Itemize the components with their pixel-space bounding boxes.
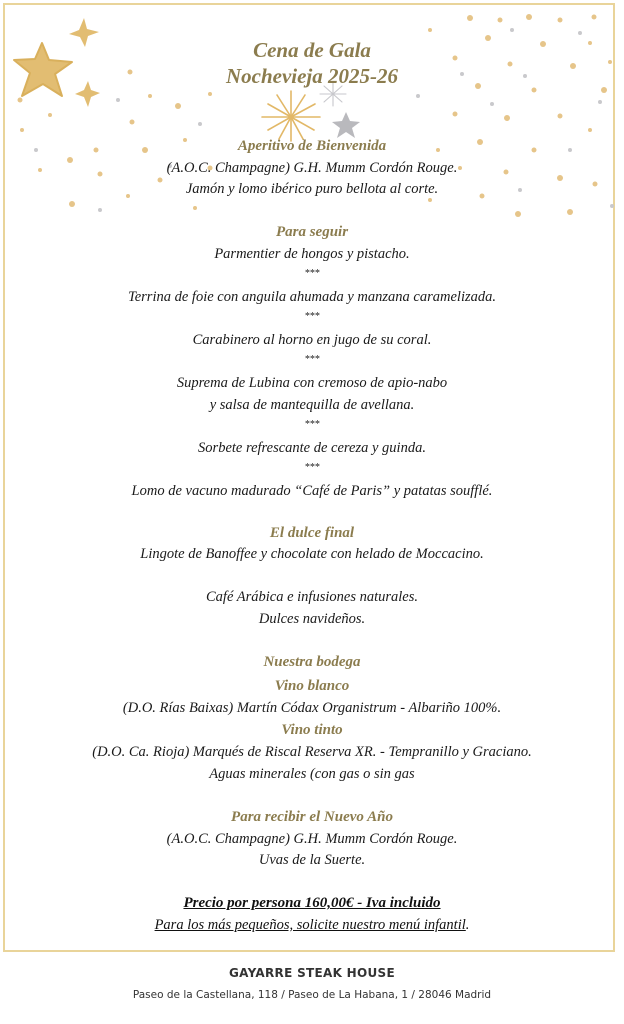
dulce-item: Lingote de Banoffee y chocolate con helado de Moccacino. [140,546,484,562]
seguir-item: y salsa de mantequilla de avellana. [209,397,415,413]
nuevo-ano-heading: Para recibir el Nuevo Año [231,809,393,825]
separator: *** [304,268,320,279]
kids-menu-period: . [465,917,470,933]
aguas-item: Aguas minerales (con gas o sin gas [209,766,415,782]
vino-tinto-heading: Vino tinto [281,722,343,738]
footer-restaurant-name: GAYARRE STEAK HOUSE [229,966,395,980]
dulce-item: Café Arábica e infusiones naturales. [206,589,418,605]
dulce-item: Dulces navideños. [258,611,366,627]
nuevo-ano-item: (A.O.C. Champagne) G.H. Mumm Cordón Rouge. [166,831,458,847]
separator: *** [304,354,320,365]
aperitivo-heading: Aperitivo de Bienvenida [237,138,387,154]
vino-tinto-item: (D.O. Ca. Rioja) Marqués de Riscal Reserva XR. - Tempranillo y Graciano. [92,744,532,760]
separator: *** [304,462,320,473]
separator: *** [304,311,320,322]
vino-blanco-item: (D.O. Rías Baixas) Martín Códax Organistrum - Albariño 100%. [122,700,502,716]
title-line1: Cena de Gala [253,38,371,62]
bodega-heading: Nuestra bodega [263,654,361,670]
footer-address: Paseo de la Castellana, 118 / Paseo de La Habana, 1 / 28046 Madrid [132,989,492,1001]
kids-menu-note [0,917,624,934]
aperitivo-item: Jamón y lomo ibérico puro bellota al corte. [185,181,439,197]
aperitivo-item: (A.O.C. Champagne) G.H. Mumm Cordón Rouge. [166,160,458,176]
seguir-item: Carabinero al horno en jugo de su coral. [192,332,432,348]
title-line2: Nochevieja 2025-26 [225,64,399,88]
seguir-heading: Para seguir [275,224,349,240]
kids-menu-text: Para los más pequeños, solicite nuestro menú infantil [154,917,466,933]
price-line: Precio por persona 160,00€ - Iva incluido [183,895,441,911]
vino-blanco-heading: Vino blanco [274,678,350,694]
nuevo-ano-item: Uvas de la Suerte. [258,852,366,868]
seguir-item: Suprema de Lubina con cremoso de apio-nabo [176,375,448,391]
seguir-item: Lomo de vacuno madurado “Café de Paris” y patatas soufflé. [131,483,493,499]
seguir-item: Parmentier de hongos y pistacho. [214,246,410,262]
separator: *** [304,419,320,430]
dulce-heading: El dulce final [269,525,355,541]
confetti-decoration [0,0,624,240]
seguir-item: Sorbete refrescante de cereza y guinda. [198,440,426,456]
seguir-item: Terrina de foie con anguila ahumada y manzana caramelizada. [128,289,496,305]
